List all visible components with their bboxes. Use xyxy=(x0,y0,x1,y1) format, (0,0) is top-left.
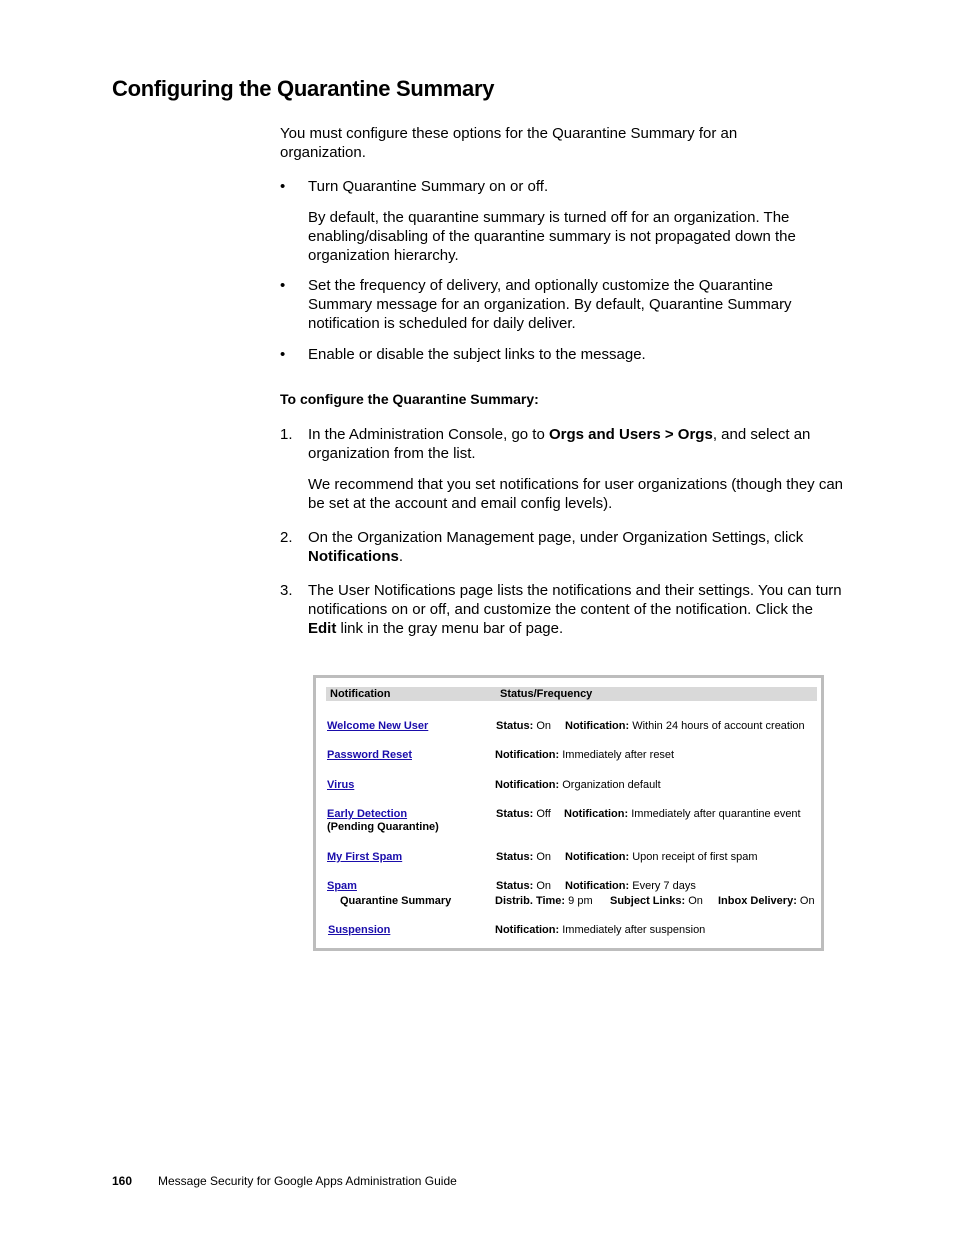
step-2-number: 2. xyxy=(280,529,293,546)
bullet-marker: • xyxy=(280,277,286,294)
link-spam[interactable]: Spam xyxy=(327,880,357,892)
status-text: Status: On xyxy=(496,720,552,732)
notification-text: Notification: Immediately after suspension xyxy=(495,924,706,936)
distrib-time-text: Distrib. Time: 9 pm xyxy=(495,895,593,907)
status-text: Status: On xyxy=(496,851,552,863)
link-my-first-spam[interactable]: My First Spam xyxy=(327,851,403,863)
bullet-1-text: Turn Quarantine Summary on or off. xyxy=(308,178,549,195)
link-password-reset[interactable]: Password Reset xyxy=(327,749,412,761)
page-title: Configuring the Quarantine Summary xyxy=(112,76,495,101)
link-welcome-new-user[interactable]: Welcome New User xyxy=(327,720,429,732)
notification-text: Notification: Immediately after quarantine event xyxy=(564,808,801,820)
bullet-2-text: Set the frequency of delivery, and optionally customize the Quarantine Summary message for an organization. By default, Quarantine Summary notification is scheduled for daily deliver. xyxy=(308,277,792,332)
column-notification: Notification xyxy=(330,688,391,700)
row-sublabel: (Pending Quarantine) xyxy=(327,821,439,833)
link-virus[interactable]: Virus xyxy=(327,779,355,791)
intro-paragraph: You must configure these options for the Quarantine Summary for an organization. xyxy=(280,125,738,161)
page-number: 160 xyxy=(112,1174,133,1188)
status-text: Status: Off xyxy=(496,808,551,820)
link-suspension[interactable]: Suspension xyxy=(328,924,391,936)
notifications-screenshot xyxy=(313,675,824,951)
step-3-text: The User Notifications page lists the notifications and their settings. You can turn notifications on or off, and customize the content of the notification. Click the Edit link in the gray menu bar of page. xyxy=(308,582,842,637)
notification-text: Notification: Organization default xyxy=(495,779,661,791)
step-1-text: In the Administration Console, go to Orgs and Users > Orgs, and select an organization from the list. xyxy=(308,426,811,462)
table-header xyxy=(326,687,817,701)
step-2-text: On the Organization Management page, under Organization Settings, click Notifications. xyxy=(308,529,804,565)
notification-text: Notification: Immediately after reset xyxy=(495,749,675,761)
bullet-marker: • xyxy=(280,346,286,363)
subject-links-text: Subject Links: On xyxy=(610,895,703,907)
step-1-detail: We recommend that you set notifications for user organizations (though they can be set at the account and email config levels). xyxy=(308,476,844,512)
column-status-frequency: Status/Frequency xyxy=(500,688,593,700)
bullet-3-text: Enable or disable the subject links to the message. xyxy=(308,346,646,363)
footer-title: Message Security for Google Apps Administration Guide xyxy=(158,1174,457,1188)
notification-text: Notification: Upon receipt of first spam xyxy=(565,851,758,863)
status-text: Status: On xyxy=(496,880,552,892)
procedure-heading: To configure the Quarantine Summary: xyxy=(280,391,539,407)
step-1-number: 1. xyxy=(280,426,293,443)
row-sublabel: Quarantine Summary xyxy=(340,895,452,907)
link-early-detection[interactable]: Early Detection xyxy=(327,808,408,820)
notification-text: Notification: Every 7 days xyxy=(565,880,696,892)
inbox-delivery-text: Inbox Delivery: On xyxy=(718,895,815,907)
step-3-number: 3. xyxy=(280,582,293,599)
bullet-marker: • xyxy=(280,178,286,195)
bullet-1-detail: By default, the quarantine summary is turned off for an organization. The enabling/disabling of the quarantine summary is not propagated down the organization hierarchy. xyxy=(308,209,796,264)
notification-text: Notification: Within 24 hours of account creation xyxy=(565,720,805,732)
